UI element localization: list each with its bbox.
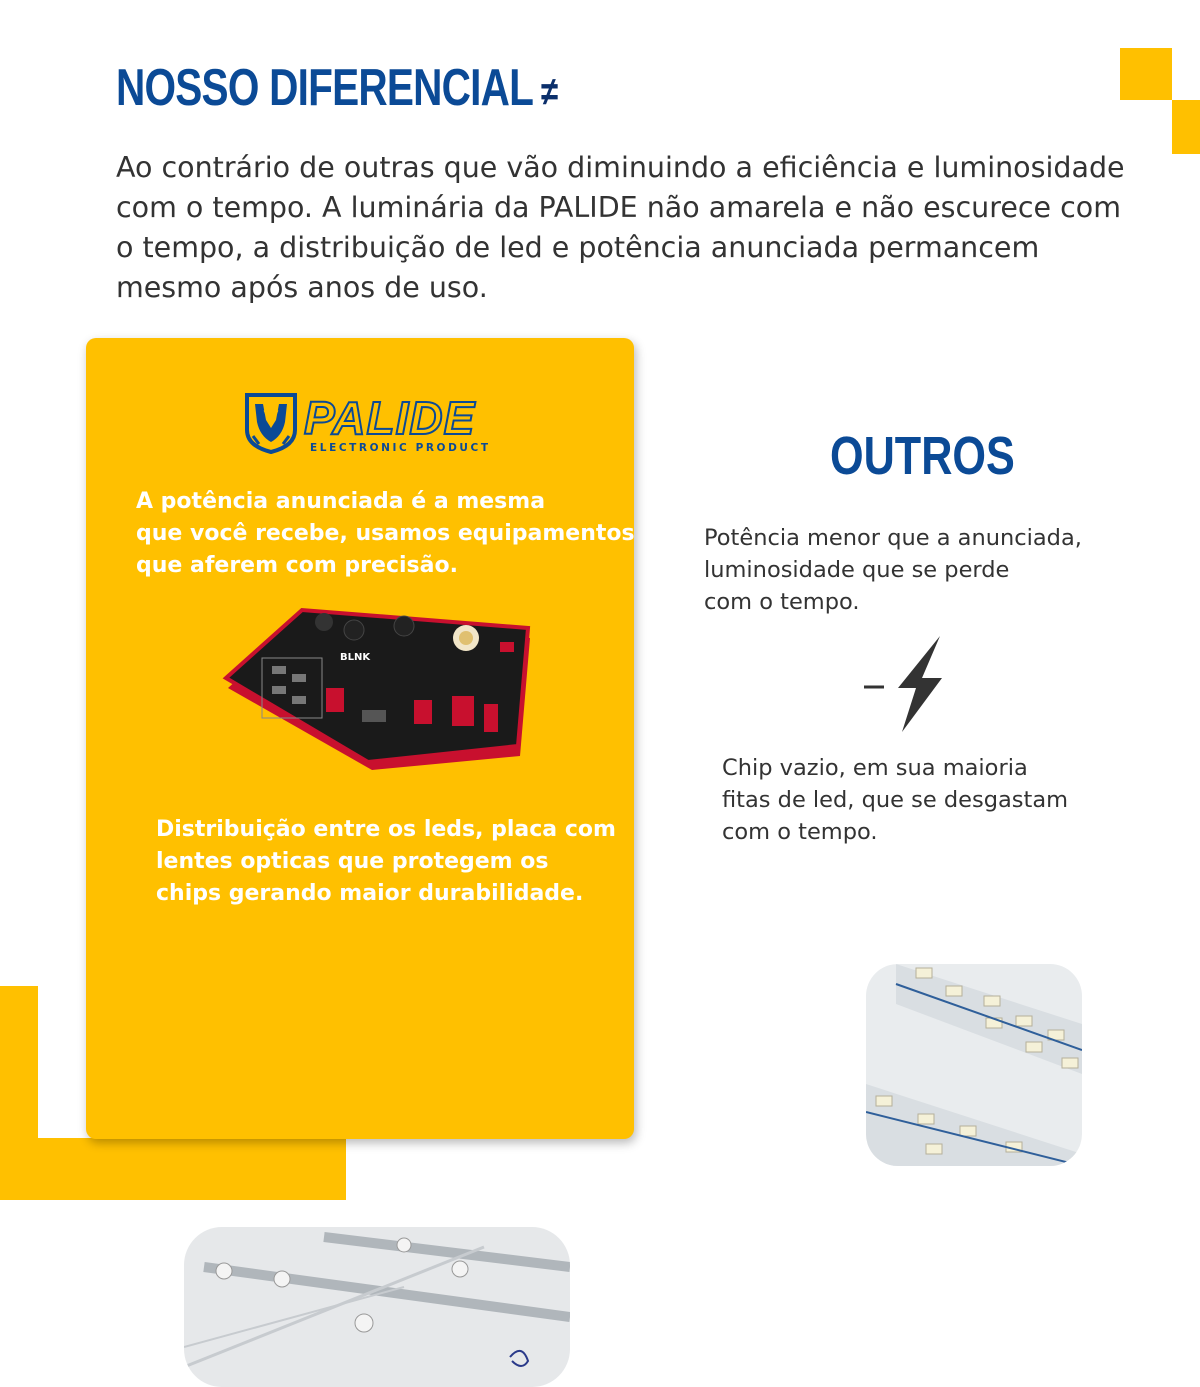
outros-power-line: luminosidade que se perde bbox=[704, 557, 1010, 583]
palide-distribution-text bbox=[156, 814, 616, 910]
lens-led-board-image bbox=[184, 1227, 570, 1387]
led-strip-board-image bbox=[866, 964, 1082, 1166]
palide-power-text bbox=[136, 486, 635, 582]
deco-square-top-right-2 bbox=[1172, 100, 1200, 154]
logo-subtitle: ELECTRONIC PRODUCT bbox=[310, 442, 491, 454]
not-equal-icon: ≠ bbox=[540, 70, 558, 114]
deco-square-top-right-1 bbox=[1120, 48, 1172, 100]
deco-block-bottom-left-2 bbox=[38, 1138, 346, 1200]
svg-text:BLNK: BLNK bbox=[340, 652, 371, 663]
outros-power-line: com o tempo. bbox=[704, 589, 860, 615]
outros-power-text bbox=[704, 522, 1082, 618]
lion-shield-icon bbox=[244, 392, 298, 454]
page-title bbox=[116, 58, 557, 118]
minus-lightning-icon bbox=[862, 634, 944, 734]
palide-distribution-line: lentes opticas que protegem os bbox=[156, 849, 549, 874]
page-title-text: NOSSO DIFERENCIAL bbox=[116, 59, 534, 117]
outros-chip-line: com o tempo. bbox=[722, 819, 878, 845]
deco-block-bottom-left-1 bbox=[0, 986, 38, 1200]
palide-distribution-line: Distribuição entre os leds, placa com bbox=[156, 817, 616, 842]
outros-chip-line: fitas de led, que se desgastam bbox=[722, 787, 1069, 813]
outros-power-line: Potência menor que a anunciada, bbox=[704, 525, 1082, 551]
palide-power-line: A potência anunciada é a mesma bbox=[136, 489, 546, 514]
palide-power-line: que aferem com precisão. bbox=[136, 553, 458, 578]
palide-power-line: que você recebe, usamos equipamentos bbox=[136, 521, 635, 546]
outros-title: OUTROS bbox=[830, 426, 1015, 486]
palide-distribution-line: chips gerando maior durabilidade. bbox=[156, 881, 584, 906]
palide-card bbox=[86, 338, 634, 1139]
logo-wordmark: PALIDE bbox=[304, 392, 476, 444]
intro-paragraph: Ao contrário de outras que vão diminuindo a eficiência e luminosidade com o tempo. A luminária da PALIDE não amarela e não escurece com o tempo, a distribuição de led e potência anunciada permancem mesmo após anos de uso. bbox=[116, 151, 1125, 304]
led-power-tester-image bbox=[222, 600, 540, 770]
outros-chip-line: Chip vazio, em sua maioria bbox=[722, 755, 1028, 781]
outros-chip-text bbox=[722, 752, 1068, 848]
